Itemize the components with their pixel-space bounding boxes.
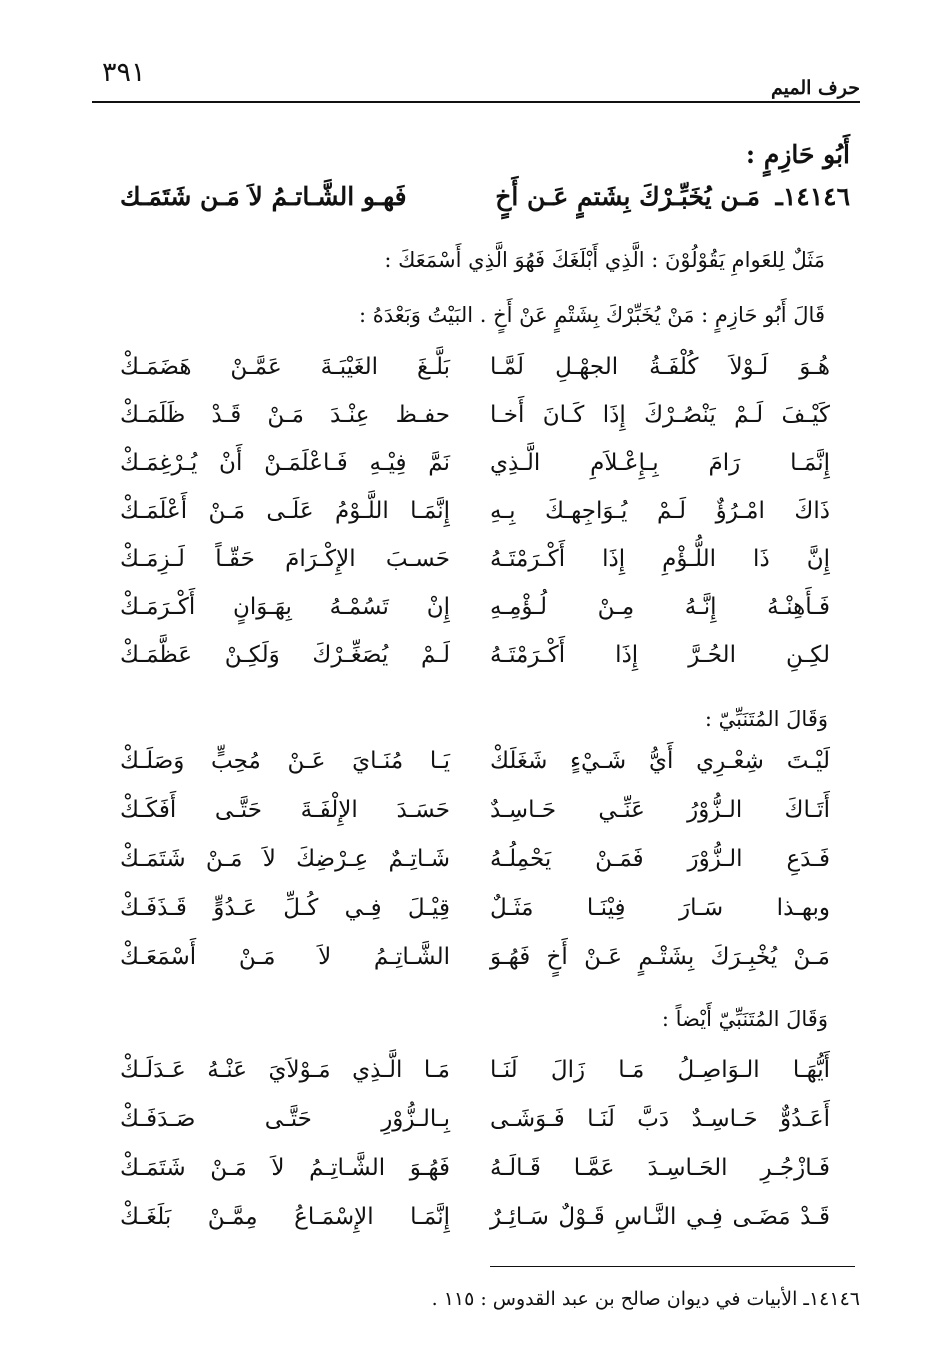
- verse-line: [120, 1155, 830, 1199]
- verse-line: [120, 797, 830, 841]
- first-hemistich: كَيْـفَ لَـمْ يَنْصُـرْكَ إِذَا كَـانَ أَخـا: [490, 402, 830, 428]
- poem-intro: وَقَالَ المُتَنَبِّيّ :: [704, 707, 828, 731]
- page-number: ٣٩١: [102, 57, 146, 88]
- first-hemistich: لَيْـتَ شِعْـرِي أَيُّ شَـيْءٍ شَغَلَكْ: [490, 748, 830, 774]
- first-hemistich: مَـنْ يُخْبِـرَكَ بِشَتْـمٍ عَـنْ أَخٍ فَهُـوَ: [490, 944, 830, 970]
- verse-line: [120, 450, 830, 494]
- main-verse: [120, 182, 850, 226]
- verse-line: [120, 895, 830, 939]
- first-hemistich: أَعَـدُوٌّ حَـاسِـدٌ دَبَّ لَنَـا فَـوَشَـى: [490, 1106, 830, 1132]
- verse-line: [120, 642, 830, 686]
- first-hemistich: وبهـذا سَـارَ فِيْنَـا مَثَـلٌ: [490, 895, 830, 921]
- first-hemistich: فَـأَهِنْـهُ إِنَّـهُ مِـنْ لُـؤْمِـهِ: [490, 594, 830, 620]
- first-hemistich: فَـازْجُـرِ الحَـاسِـدَ عَمَّـا قَـالَـهُ: [490, 1155, 830, 1181]
- first-hemistich: قَـدْ مَضَـى فِـي النَّـاسِ قَـوْلٌ سَـائِـرٌ: [490, 1204, 830, 1230]
- verse-line: [120, 1057, 830, 1101]
- second-hemistich: فَهـو الشَّـاتـمُ لاَ مَـن شَتَمَـك: [120, 182, 407, 211]
- footnote-divider: [490, 1266, 855, 1267]
- verse-line: [120, 546, 830, 590]
- verse-line: [120, 354, 830, 398]
- first-hemistich: أَتَـاكَ الـزُّوْرُ عَنِّـي حَـاسِـدٌ: [490, 797, 830, 823]
- second-hemistich: قِيْـلَ فِـي كُـلِّ عَـدُوٍّ قَـذَفَـكْ: [120, 895, 450, 921]
- verse-line: [120, 846, 830, 890]
- first-hemistich: إِنَّ ذَا اللُّـؤْمِ إِذَا أَكْـرَمْتَـهُ: [490, 546, 830, 572]
- second-hemistich: بَلَّـغَ الغَيْبَـةَ عَمَّـنْ هَضَمَـكْ: [120, 354, 450, 380]
- second-hemistich: حَسـبَ الإِكْـرَامَ حَقّـاً لَـزِمَـكْ: [120, 546, 450, 572]
- second-hemistich: حفـظ عِنْـدَ مَـنْ قَـدْ ظَلَمَـكْ: [120, 402, 450, 428]
- verse-line: [120, 748, 830, 792]
- first-hemistich: هُـوَ لَـوْلاَ كُلْفَـةُ الجهْـلِ لَمَّـا: [490, 354, 830, 380]
- first-hemistich: مَـن يُخَبِّـرْكَ بِشَتمٍ عَـن أَخٍ: [495, 182, 760, 211]
- verse-line: [120, 944, 830, 988]
- second-hemistich: إِنْ تَسُمْـهُ بِهَـوَانٍ أَكْـرَمَـكْ: [120, 594, 450, 620]
- second-hemistich: الشَّـاتِـمُ لاَ مَـنْ أَسْمَعَـكْ: [120, 944, 450, 970]
- second-hemistich: يَـا مُنَـايَ عَـنْ مُحِبٍّ وَصَلَـكْ: [120, 748, 450, 774]
- second-hemistich: نَمَّ فِيْـهِ فَـاعْلَمَـنْ أَنْ يُـرْغِمَـكْ: [120, 450, 450, 476]
- verse-number: ١٤١٤٦ـ: [775, 182, 850, 211]
- prose-line: مَثَلٌ لِلعَوامِ يَقُوْلُوْنَ : الَّذِي أَبْلَغَكَ فَهُوَ الَّذِي أَسْمَعَكَ :: [384, 248, 825, 272]
- speaker-name: أَبُو حَازِمٍ :: [745, 140, 850, 169]
- verse-line: [120, 498, 830, 542]
- footnote: ١٤١٤٦ـ الأبيات في ديوان صالح بن عبد القدوس : ١١٥ .: [431, 1288, 860, 1310]
- verse-line: [120, 1106, 830, 1150]
- second-hemistich: حَسَـدَ الإِلْفَـةَ حَتَّـى أَفَكَـكْ: [120, 797, 450, 823]
- second-hemistich: إِنَّمَـا الإِسْمَـاعُ مِمَّـنْ بَلَغَـكْ: [120, 1204, 450, 1230]
- first-hemistich: أَيُّهَـا الـوَاصِـلُ مَـا زَالَ لَنَـا: [490, 1057, 830, 1083]
- second-hemistich: شَـاتِـمٌ عِـرْضِكَ لاَ مَـنْ شَتَمَـكْ: [120, 846, 450, 872]
- first-hemistich: ذَاكَ امْـرُؤٌ لَـمْ يُـوَاجِهـكَ بِـهِ: [490, 498, 830, 524]
- second-hemistich: مَـا الَّـذِي مَـوْلاَيَ عَنْـهُ عَـدَلَـكْ: [120, 1057, 450, 1083]
- page-header: [92, 55, 860, 103]
- verse-line: [120, 402, 830, 446]
- poem-intro: وَقَالَ المُتَنَبِّيّ أَيْضاً :: [661, 1007, 828, 1031]
- prose-line: قَالَ أَبُو حَازِمٍ : مَنْ يُخَبِّرْكَ بِشَتْمٍ عَنْ أَخٍ . البَيْتُ وَبَعْدَهُ :: [358, 303, 825, 327]
- first-hemistich: إِنَّمَـا رَامَ بِـإِعْـلاَمِ الَّـذِي: [490, 450, 830, 476]
- chapter-title: حرف الميم: [771, 77, 860, 99]
- second-hemistich: لَـمْ يُصَغِّـرْكَ وَلَكِـنْ عَظَّمَـكْ: [120, 642, 450, 668]
- verse-line: [120, 594, 830, 638]
- first-hemistich: لكِـنِ الحُـرَّ إِذَا أَكْـرَمْتَـهُ: [490, 642, 830, 668]
- second-hemistich: بِـالـزُّوْرِ حَتَّـى صَـدَفَـكْ: [120, 1106, 450, 1132]
- second-hemistich: فَهُـوَ الشَّـاتِـمُ لاَ مَـنْ شَتَمَـكْ: [120, 1155, 450, 1181]
- verse-line: [120, 1204, 830, 1248]
- second-hemistich: إِنَّمَـا اللَّـوْمُ عَلَـى مَـنْ أَعْلَمَـكْ: [120, 498, 450, 524]
- first-hemistich: فَـدَعِ الـزُّوْرَ فَمَـنْ يَحْمِلُـهُ: [490, 846, 830, 872]
